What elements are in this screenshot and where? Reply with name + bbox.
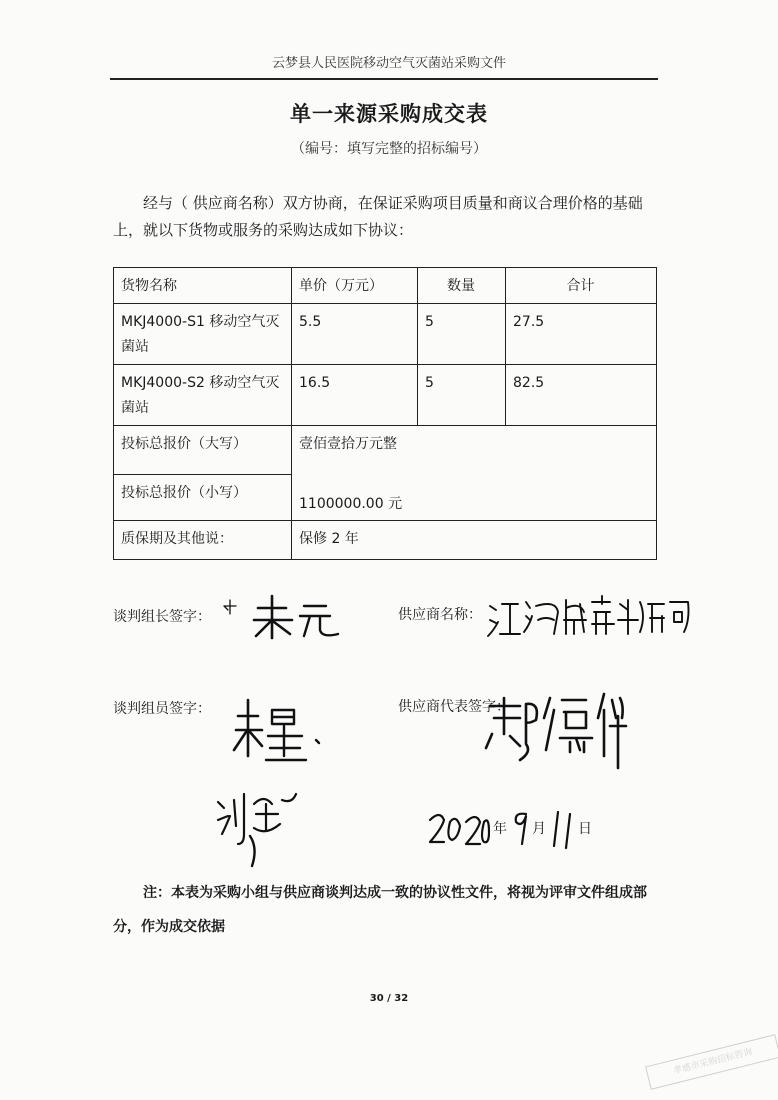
total-value-cell — [292, 426, 657, 521]
date-day-label: 日 — [578, 821, 592, 837]
date-month-label: 月 — [532, 821, 546, 837]
item-qty: 5 — [418, 304, 506, 365]
date-day-handwriting — [550, 808, 576, 852]
deal-table — [113, 267, 657, 560]
col-header-total: 合计 — [506, 268, 657, 304]
supplier-name-label: 供应商名称： — [398, 607, 482, 623]
item-name: MKJ4000-S2 移动空气灭菌站 — [114, 365, 292, 426]
item-price: 5.5 — [292, 304, 418, 365]
watermark-stamp: 孝感市采购招标咨询 — [645, 1034, 778, 1090]
total-lower-label: 投标总报价（小写） — [114, 474, 292, 520]
col-header-name: 货物名称 — [114, 268, 292, 304]
table-row — [114, 304, 657, 365]
rep-sign-label: 供应商代表签字： — [398, 699, 510, 715]
total-upper-row — [114, 426, 657, 475]
footer-note: 注：本表为采购小组与供应商谈判达成一致的协议性文件，将视为评审文件组成部分，作为成交依据 — [113, 885, 647, 935]
date-month-handwriting — [510, 806, 532, 846]
leader-sign-label: 谈判组长签字： — [113, 609, 211, 625]
supplier-signature — [486, 590, 692, 646]
item-name: MKJ4000-S1 移动空气灭菌站 — [114, 304, 292, 365]
table-row — [114, 365, 657, 426]
table-header-row — [114, 268, 657, 304]
document-title: 单一来源采购成交表 — [290, 102, 488, 126]
header-rule — [110, 78, 658, 80]
page-number: 30 / 32 — [369, 993, 409, 1004]
total-upper-label: 投标总报价（大写） — [114, 426, 292, 475]
member-signature-2 — [210, 780, 304, 870]
item-price: 16.5 — [292, 365, 418, 426]
item-total: 27.5 — [506, 304, 657, 365]
col-header-qty: 数量 — [418, 268, 506, 304]
date-year-handwriting — [426, 808, 490, 848]
document-header: 云梦县人民医院移动空气灭菌站采购文件 — [271, 56, 506, 71]
total-upper-value: 壹佰壹拾万元整 — [299, 436, 397, 452]
rep-signature — [480, 680, 630, 780]
warranty-row — [114, 521, 657, 560]
warranty-value: 保修 2 年 — [292, 521, 657, 560]
col-header-price: 单价（万元） — [292, 268, 418, 304]
total-lower-value: 1100000.00 元 — [299, 496, 403, 512]
date-year-label: 年 — [493, 821, 507, 837]
item-qty: 5 — [418, 365, 506, 426]
member-sign-label: 谈判组员签字： — [113, 701, 211, 717]
item-total: 82.5 — [506, 365, 657, 426]
leader-signature — [218, 592, 350, 644]
document-subtitle: （编号：填写完整的招标编号） — [291, 141, 487, 157]
member-signature-1 — [230, 696, 326, 770]
warranty-label: 质保期及其他说： — [114, 521, 292, 560]
intro-paragraph: 经与（ 供应商名称）双方协商，在保证采购项目质量和商议合理价格的基础上，就以下货物或服务的采购达成如下协议： — [113, 194, 643, 239]
